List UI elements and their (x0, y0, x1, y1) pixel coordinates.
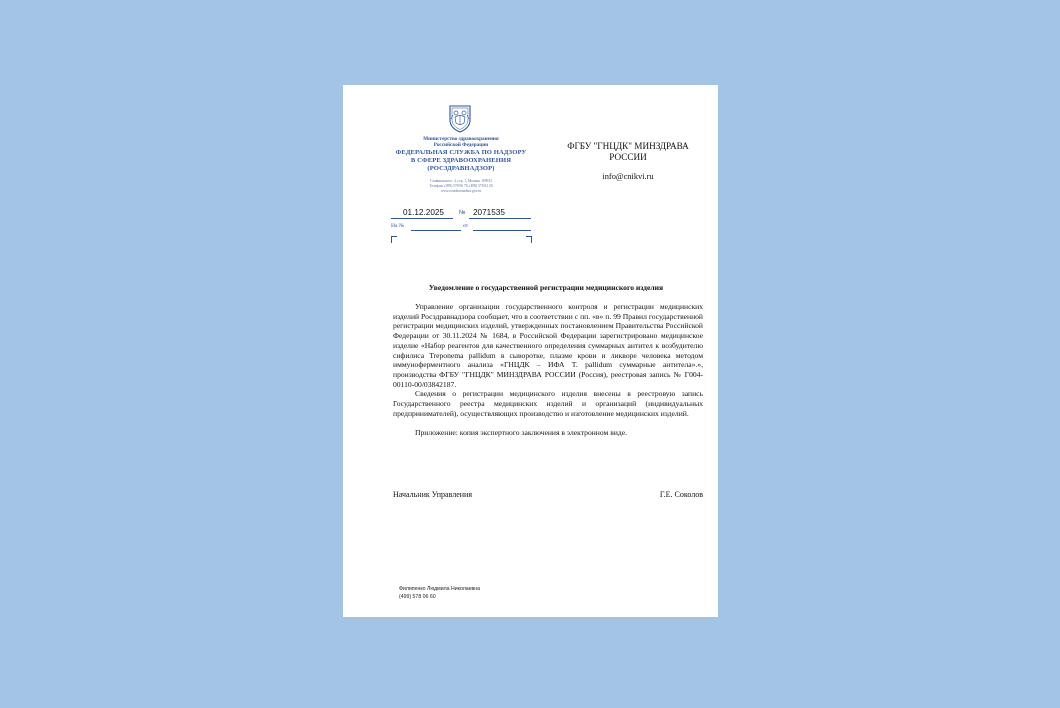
signatory-name: Г.Е. Соколов (659, 490, 703, 499)
registration-date: 01.12.2025 (403, 208, 444, 217)
reference-from-label: от (463, 223, 469, 229)
number-underline (469, 218, 531, 219)
right-corner-mark (526, 236, 532, 243)
executor-name: Филипенко Людмила Николаевна (399, 586, 481, 592)
recipient-org-line-2: РОССИИ (609, 151, 647, 162)
registration-line (391, 208, 531, 218)
executor-block (399, 586, 579, 602)
reference-number-label: На № (391, 223, 405, 229)
service-line-1: ФЕДЕРАЛЬНАЯ СЛУЖБА ПО НАДЗОРУ (395, 148, 527, 156)
address-line-2: Телефон: (499) 578 06 70; (499) 578 02 20 (429, 184, 493, 189)
body-paragraph-2: Сведения о регистрации медицинского изделия внесены в реестровую запись Государственного реестра медицинских изделий и организаций (индивидуальных предпринимателей), осуществляющих производство и изготовление медицинских изделий. (393, 389, 703, 418)
agency-address-block (383, 179, 539, 193)
recipient-org-line-1: ФГБУ "ГНЦДК" МИНЗДРАВА (567, 141, 689, 151)
address-line-1: Славянская пл. 4, стр. 1, Москва, 109012 (429, 179, 493, 184)
document-title: Уведомление о государственной регистрации медицинского изделия (428, 283, 664, 292)
document-page (343, 85, 718, 617)
left-corner-mark (391, 236, 397, 243)
signature-block (393, 490, 703, 502)
date-underline (391, 218, 453, 219)
executor-phone: (499) 578 06 60 (399, 593, 436, 600)
registration-number: 2071535 (473, 208, 505, 217)
document-body (393, 302, 703, 438)
coat-of-arms-emblem-icon (447, 103, 473, 133)
ministry-line-1: Министерство здравоохранения (423, 136, 499, 142)
agency-letterhead (383, 136, 539, 193)
service-line-3: (РОСЗДРАВНАДЗОР) (427, 165, 495, 173)
reference-number-underline (411, 230, 461, 231)
service-line-2: В СФЕРЕ ЗДРАВООХРАНЕНИЯ (410, 157, 512, 165)
body-paragraph-1: Управление организации государственного контроля и регистрации медицинских изделий Росздравнадзора сообщает, что в соответствии с пп. «в» п. 99 Правил государственной регистрации медицинских изделий, утвержденных постановлением Правительства Российской Федерации от 30.11.2024 № 1684, в Российской Федерации зарегистрировано медицинское изделие «Набор реагентов для качественного определения суммарных антител к возбудителю сифилиса Treponema pallidum в сыворотке, плазме крови и ликворе человека методом иммуноферментного анализа «ГНЦДК – ИФА T. pallidum суммарные антитела».», производства ФГБУ "ГНЦДК" МИНЗДРАВА РОССИИ (Россия), реестровая запись № Г004-00110-00/03842187. (393, 302, 703, 389)
signatory-position: Начальник Управления (393, 490, 472, 499)
recipient-email: info@cnikvi.ru (602, 172, 654, 181)
registration-number-label: № (459, 210, 466, 216)
ministry-line-2: Российской Федерации (433, 142, 489, 149)
address-line-3: www.roszdravnadzor.gov.ru (440, 188, 482, 193)
reference-date-underline (473, 230, 531, 231)
appendix-line: Приложение: копия экспертного заключения в электронном виде. (415, 428, 628, 438)
recipient-block (557, 141, 699, 183)
